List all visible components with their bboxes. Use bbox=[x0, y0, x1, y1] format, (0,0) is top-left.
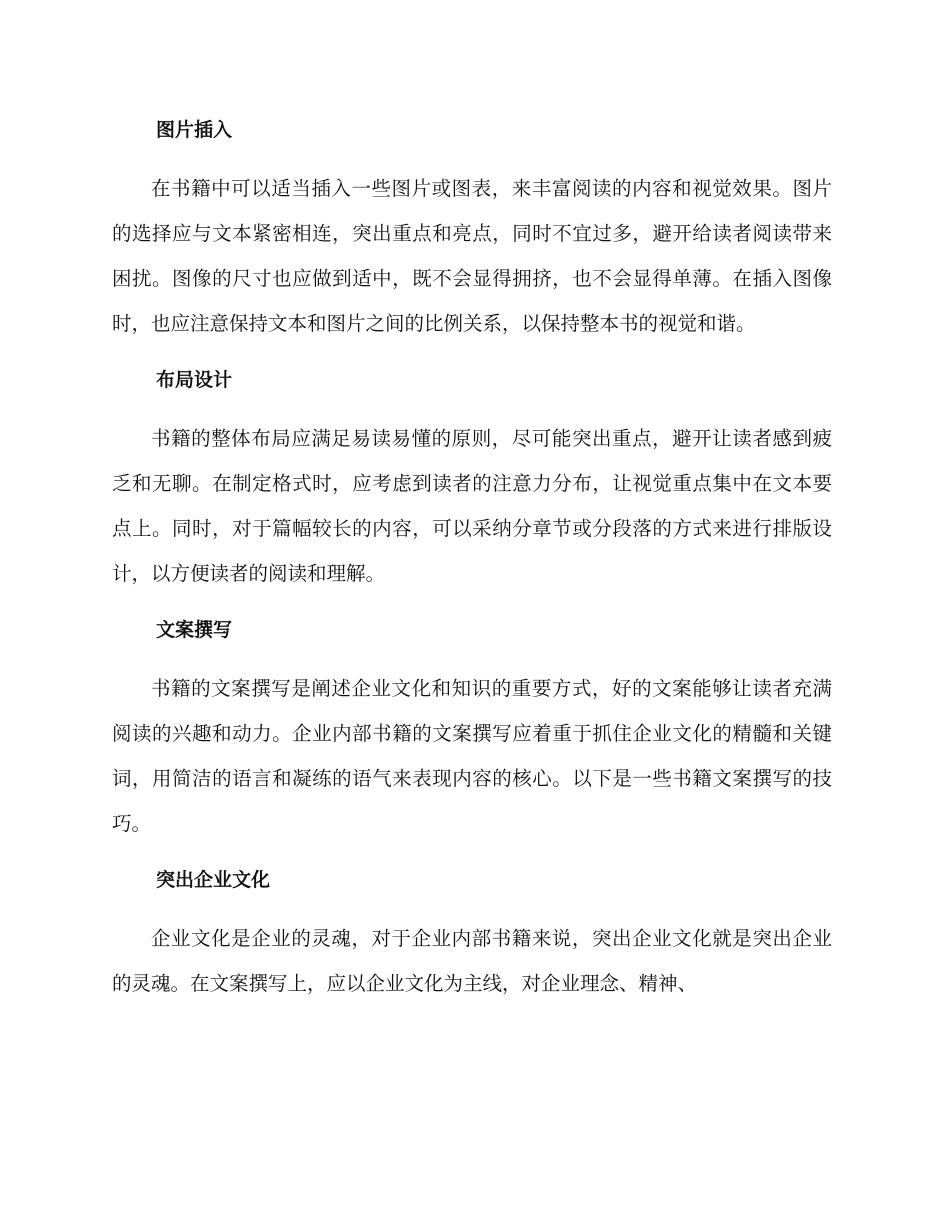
document-content bbox=[112, 112, 832, 1022]
section-paragraph-corporate-culture: 企业文化是企业的灵魂，对于企业内部书籍来说，突出企业文化就是突出企业的灵魂。在文案撰写上，应以企业文化为主线，对企业理念、精神、 bbox=[112, 927, 832, 995]
section-heading-image-insertion: 图片插入 bbox=[156, 119, 233, 141]
section-paragraph-copywriting: 书籍的文案撰写是阐述企业文化和知识的重要方式，好的文案能够让读者充满阅读的兴趣和动力。企业内部书籍的文案撰写应着重于抓住企业文化的精髓和关键词，用简洁的语言和凝练的语气来表现内容的核心。以下是一些书籍文案撰写的技巧。 bbox=[112, 677, 832, 835]
section-heading-copywriting: 文案撰写 bbox=[156, 619, 233, 641]
section-heading-layout-design: 布局设计 bbox=[156, 369, 233, 391]
section-paragraph-layout-design: 书籍的整体布局应满足易读易懂的原则，尽可能突出重点，避开让读者感到疲乏和无聊。在制定格式时，应考虑到读者的注意力分布，让视觉重点集中在文本要点上。同时，对于篇幅较长的内容，可以采纳分章节或分段落的方式来进行排版设计，以方便读者的阅读和理解。 bbox=[112, 427, 832, 585]
section-paragraph-image-insertion: 在书籍中可以适当插入一些图片或图表，来丰富阅读的内容和视觉效果。图片的选择应与文本紧密相连，突出重点和亮点，同时不宜过多，避开给读者阅读带来困扰。图像的尺寸也应做到适中，既不会显得拥挤，也不会显得单薄。在插入图像时，也应注意保持文本和图片之间的比例关系，以保持整本书的视觉和谐。 bbox=[112, 177, 832, 335]
section-heading-corporate-culture: 突出企业文化 bbox=[156, 869, 271, 891]
